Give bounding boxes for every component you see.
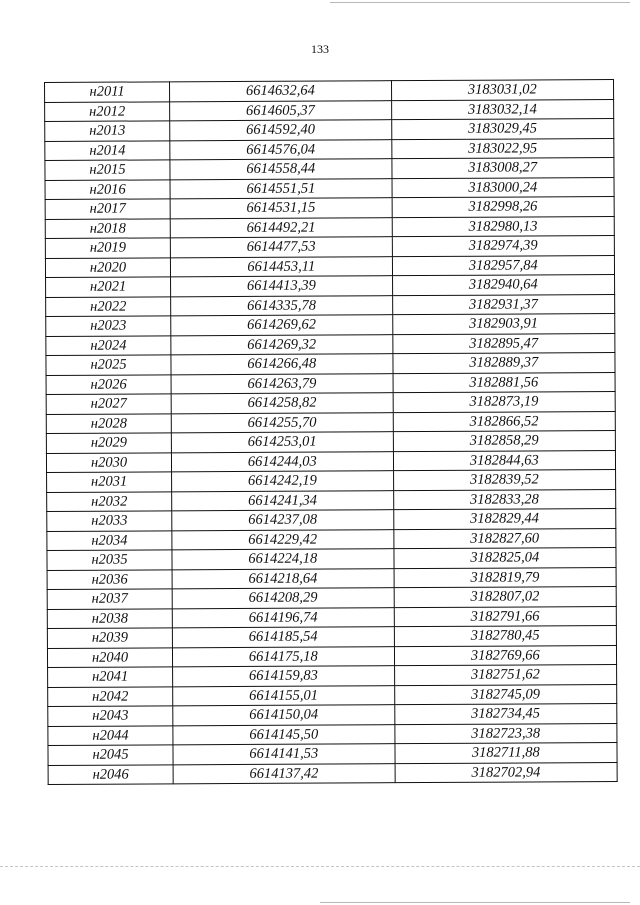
point-id-cell: н2046 <box>48 764 173 784</box>
point-id-cell: н2036 <box>47 569 172 589</box>
y-coordinate-cell: 3182895,47 <box>392 333 615 354</box>
table-row <box>46 314 615 336</box>
x-coordinate-cell: 6614229,42 <box>172 529 394 550</box>
table-row <box>47 548 616 570</box>
x-coordinate-cell: 6614175,18 <box>173 646 395 667</box>
x-coordinate-cell: 6614263,79 <box>171 373 393 394</box>
x-coordinate-cell: 6614218,64 <box>172 568 394 589</box>
table-row <box>46 353 615 375</box>
point-id-cell: н2038 <box>47 608 172 628</box>
table-row <box>48 743 617 765</box>
y-coordinate-cell: 3182858,29 <box>393 431 616 452</box>
point-id-cell: н2043 <box>48 706 173 726</box>
point-id-cell: н2041 <box>48 667 173 687</box>
y-coordinate-cell: 3182833,28 <box>393 489 616 510</box>
x-coordinate-cell: 6614531,15 <box>170 198 392 219</box>
y-coordinate-cell: 3182780,45 <box>394 626 617 647</box>
x-coordinate-cell: 6614413,39 <box>171 276 393 297</box>
point-id-cell: н2017 <box>45 199 170 219</box>
table-row <box>45 216 614 238</box>
x-coordinate-cell: 6614159,83 <box>173 666 395 687</box>
x-coordinate-cell: 6614477,53 <box>170 237 392 258</box>
x-coordinate-cell: 6614551,51 <box>170 178 392 199</box>
x-coordinate-cell: 6614453,11 <box>171 256 393 277</box>
y-coordinate-cell: 3182844,63 <box>393 450 616 471</box>
top-scan-rule <box>330 2 630 3</box>
bottom-scan-rule <box>320 902 630 903</box>
table-row <box>46 372 615 394</box>
table-row <box>46 431 615 453</box>
x-coordinate-cell: 6614335,78 <box>171 295 393 316</box>
point-id-cell: н2039 <box>47 628 172 648</box>
x-coordinate-cell: 6614266,48 <box>171 354 393 375</box>
table-row <box>45 99 614 121</box>
y-coordinate-cell: 3182825,04 <box>393 548 616 569</box>
point-id-cell: н2030 <box>46 452 171 472</box>
x-coordinate-cell: 6614150,04 <box>173 705 395 726</box>
table-row <box>47 567 616 589</box>
y-coordinate-cell: 3183031,02 <box>391 80 614 101</box>
coordinates-table-body <box>45 80 618 785</box>
table-row <box>47 470 616 492</box>
y-coordinate-cell: 3182940,64 <box>392 275 615 296</box>
x-coordinate-cell: 6614196,74 <box>172 607 394 628</box>
y-coordinate-cell: 3183032,14 <box>391 99 614 120</box>
point-id-cell: н2031 <box>47 472 172 492</box>
point-id-cell: н2018 <box>45 218 170 238</box>
y-coordinate-cell: 3182839,52 <box>393 470 616 491</box>
x-coordinate-cell: 6614632,64 <box>170 81 392 102</box>
y-coordinate-cell: 3183000,24 <box>392 177 615 198</box>
point-id-cell: н2013 <box>45 121 170 141</box>
x-coordinate-cell: 6614605,37 <box>170 100 392 121</box>
table-row <box>47 626 616 648</box>
x-coordinate-cell: 6614576,04 <box>170 139 392 160</box>
y-coordinate-cell: 3182889,37 <box>392 353 615 374</box>
y-coordinate-cell: 3182873,19 <box>393 392 616 413</box>
x-coordinate-cell: 6614558,44 <box>170 159 392 180</box>
point-id-cell: н2023 <box>46 316 171 336</box>
y-coordinate-cell: 3182931,37 <box>392 294 615 315</box>
y-coordinate-cell: 3182791,66 <box>394 606 617 627</box>
table-row <box>46 392 615 414</box>
x-coordinate-cell: 6614269,62 <box>171 315 393 336</box>
point-id-cell: н2021 <box>46 277 171 297</box>
table-row <box>45 158 614 180</box>
table-row <box>48 762 617 784</box>
table-row <box>48 684 617 706</box>
x-coordinate-cell: 6614141,53 <box>173 744 395 765</box>
y-coordinate-cell: 3182711,88 <box>395 743 618 764</box>
x-coordinate-cell: 6614242,19 <box>172 471 394 492</box>
x-coordinate-cell: 6614145,50 <box>173 724 395 745</box>
table-row <box>46 294 615 316</box>
point-id-cell: н2045 <box>48 745 173 765</box>
point-id-cell: н2015 <box>45 160 170 180</box>
point-id-cell: н2028 <box>46 413 171 433</box>
x-coordinate-cell: 6614137,42 <box>173 763 395 784</box>
scan-artifact-line <box>0 866 640 867</box>
table-row <box>48 704 617 726</box>
table-row <box>45 197 614 219</box>
y-coordinate-cell: 3182974,39 <box>392 236 615 257</box>
y-coordinate-cell: 3182751,62 <box>394 665 617 686</box>
point-id-cell: н2019 <box>45 238 170 258</box>
y-coordinate-cell: 3183008,27 <box>391 158 614 179</box>
x-coordinate-cell: 6614253,01 <box>171 432 393 453</box>
point-id-cell: н2016 <box>45 179 170 199</box>
point-id-cell: н2029 <box>46 433 171 453</box>
point-id-cell: н2012 <box>45 101 170 121</box>
point-id-cell: н2020 <box>45 257 170 277</box>
point-id-cell: н2026 <box>46 374 171 394</box>
table-row <box>45 80 614 102</box>
y-coordinate-cell: 3183029,45 <box>391 119 614 140</box>
x-coordinate-cell: 6614208,29 <box>172 588 394 609</box>
y-coordinate-cell: 3182998,26 <box>392 197 615 218</box>
table-row <box>45 138 614 160</box>
table-row <box>45 255 614 277</box>
y-coordinate-cell: 3182980,13 <box>392 216 615 237</box>
y-coordinate-cell: 3182723,38 <box>394 723 617 744</box>
point-id-cell: н2025 <box>46 355 171 375</box>
point-id-cell: н2014 <box>45 140 170 160</box>
table-row <box>46 450 615 472</box>
y-coordinate-cell: 3182903,91 <box>392 314 615 335</box>
table-row <box>47 606 616 628</box>
point-id-cell: н2040 <box>47 647 172 667</box>
table-row <box>48 665 617 687</box>
table-row <box>46 333 615 355</box>
x-coordinate-cell: 6614244,03 <box>172 451 394 472</box>
y-coordinate-cell: 3182866,52 <box>393 411 616 432</box>
x-coordinate-cell: 6614255,70 <box>171 412 393 433</box>
y-coordinate-cell: 3182881,56 <box>393 372 616 393</box>
point-id-cell: н2022 <box>46 296 171 316</box>
x-coordinate-cell: 6614592,40 <box>170 120 392 141</box>
table-row <box>47 509 616 531</box>
point-id-cell: н2032 <box>47 491 172 511</box>
x-coordinate-cell: 6614258,82 <box>171 393 393 414</box>
table-row <box>47 587 616 609</box>
table-row <box>47 489 616 511</box>
x-coordinate-cell: 6614224,18 <box>172 549 394 570</box>
table-row <box>45 236 614 258</box>
y-coordinate-cell: 3182807,02 <box>394 587 617 608</box>
table-row <box>45 119 614 141</box>
y-coordinate-cell: 3182827,60 <box>393 528 616 549</box>
point-id-cell: н2011 <box>45 82 170 102</box>
coordinates-table <box>44 79 618 785</box>
table-row <box>46 275 615 297</box>
y-coordinate-cell: 3182819,79 <box>394 567 617 588</box>
table-row <box>48 723 617 745</box>
point-id-cell: н2042 <box>48 686 173 706</box>
point-id-cell: н2027 <box>46 394 171 414</box>
y-coordinate-cell: 3182702,94 <box>395 762 618 783</box>
y-coordinate-cell: 3182829,44 <box>393 509 616 530</box>
table-row <box>46 411 615 433</box>
point-id-cell: н2037 <box>47 589 172 609</box>
table-row <box>47 528 616 550</box>
point-id-cell: н2034 <box>47 530 172 550</box>
point-id-cell: н2035 <box>47 550 172 570</box>
x-coordinate-cell: 6614237,08 <box>172 510 394 531</box>
point-id-cell: н2024 <box>46 335 171 355</box>
y-coordinate-cell: 3182734,45 <box>394 704 617 725</box>
x-coordinate-cell: 6614155,01 <box>173 685 395 706</box>
x-coordinate-cell: 6614492,21 <box>170 217 392 238</box>
x-coordinate-cell: 6614269,32 <box>171 334 393 355</box>
point-id-cell: н2044 <box>48 725 173 745</box>
y-coordinate-cell: 3182957,84 <box>392 255 615 276</box>
point-id-cell: н2033 <box>47 511 172 531</box>
y-coordinate-cell: 3182745,09 <box>394 684 617 705</box>
table-row <box>45 177 614 199</box>
table-row <box>47 645 616 667</box>
y-coordinate-cell: 3183022,95 <box>391 138 614 159</box>
x-coordinate-cell: 6614241,34 <box>172 490 394 511</box>
page-number: 133 <box>311 42 329 56</box>
x-coordinate-cell: 6614185,54 <box>172 627 394 648</box>
y-coordinate-cell: 3182769,66 <box>394 645 617 666</box>
